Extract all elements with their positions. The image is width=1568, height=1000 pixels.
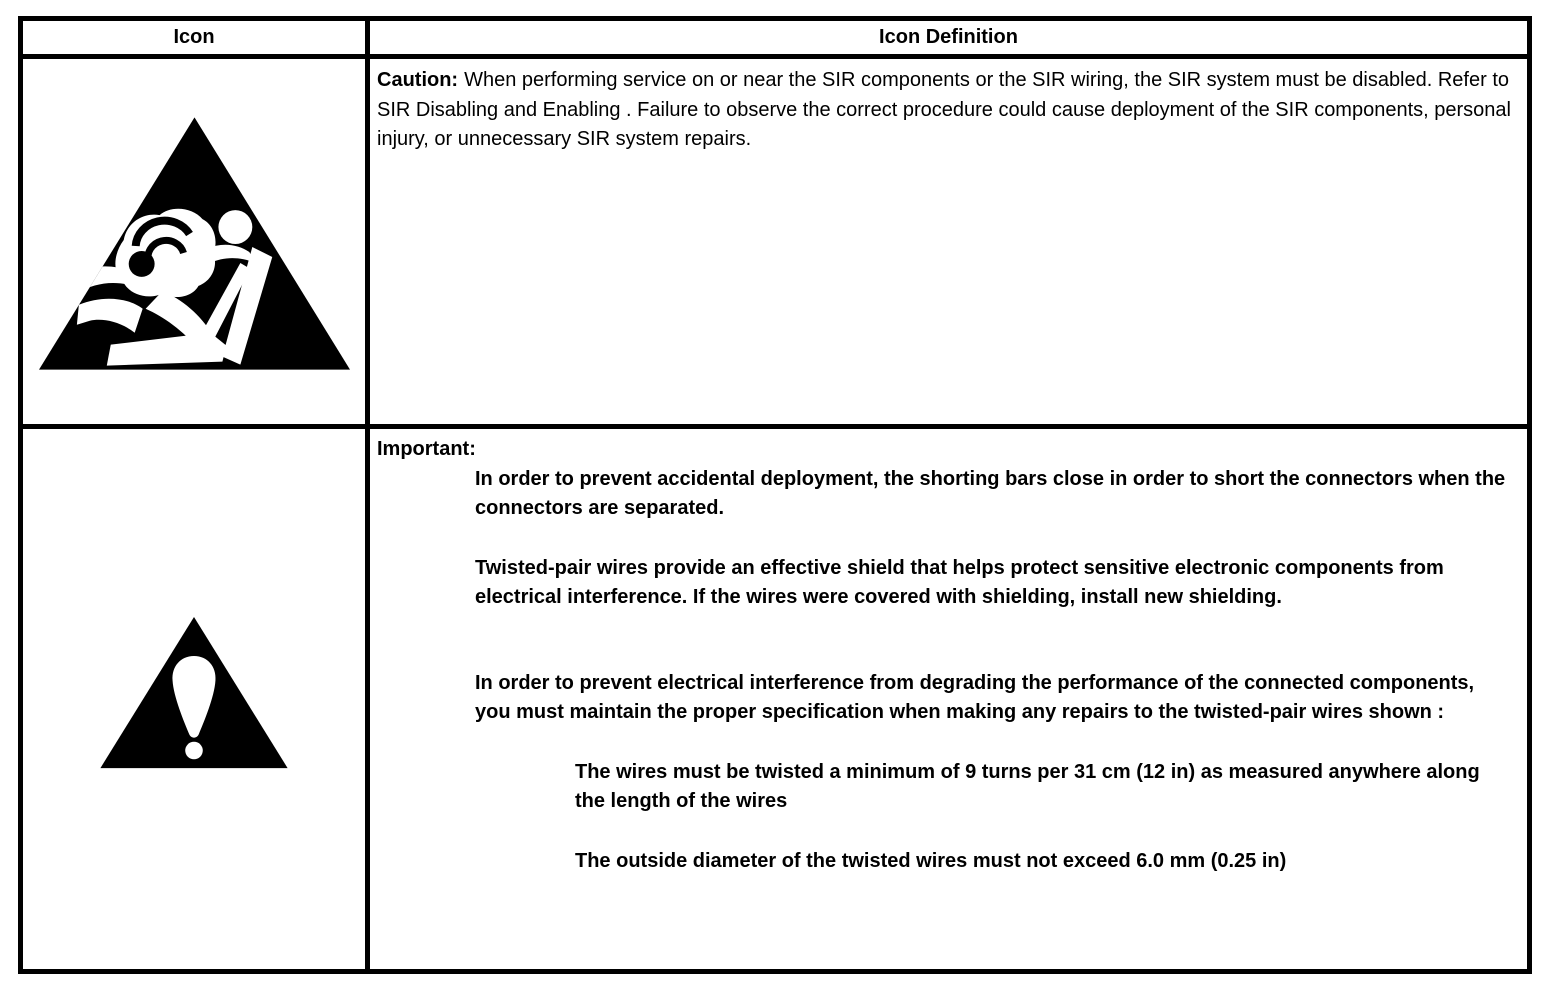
table-row-important-note xyxy=(21,427,1530,972)
table-header-row xyxy=(21,19,1530,57)
caution-label: Caution: xyxy=(377,69,459,91)
table-row-sir-caution xyxy=(21,57,1530,427)
important-definition-cell xyxy=(368,427,1530,972)
caution-text: When performing service on or near the SIR components or the SIR wiring, the SIR system must be disabled. Refer to SIR Disabling and Enabling . Failure to observe the correct procedure could cause deployment of the SIR components, personal injury, or unnecessary SIR system repairs. xyxy=(377,69,1511,150)
caution-definition-cell xyxy=(368,57,1530,427)
icon-definition-table xyxy=(18,16,1532,974)
sir-caution-icon-cell xyxy=(21,57,368,427)
important-paragraph-twisted-pair-shield: Twisted-pair wires provide an effective shield that helps protect sensitive electronic components from electrical interference. If the wires were covered with shielding, install new shielding. xyxy=(475,556,1444,608)
spec-outside-diameter: The outside diameter of the twisted wires must not exceed 6.0 mm (0.25 in) xyxy=(575,849,1287,872)
exclamation-icon-cell xyxy=(21,427,368,972)
important-paragraph-electrical-interference: In order to prevent electrical interference from degrading the performance of the connected components, you must maintain the proper specification when making any repairs to the twisted-pair wires shown : xyxy=(475,671,1475,723)
icon-definition-column-header: Icon Definition xyxy=(368,19,1530,57)
important-paragraph-shorting-bars: In order to prevent accidental deployment, the shorting bars close in order to short the connectors when the connectors are separated. xyxy=(475,467,1506,519)
icon-definition-document xyxy=(18,16,1532,974)
spec-twist-rate: The wires must be twisted a minimum of 9 turns per 31 cm (12 in) as measured anywhere along the length of the wires xyxy=(575,760,1480,812)
sir-airbag-caution-icon xyxy=(37,115,352,373)
important-label: Important: xyxy=(377,438,476,460)
exclamation-warning-icon xyxy=(98,615,290,771)
icon-column-header: Icon xyxy=(21,19,368,57)
